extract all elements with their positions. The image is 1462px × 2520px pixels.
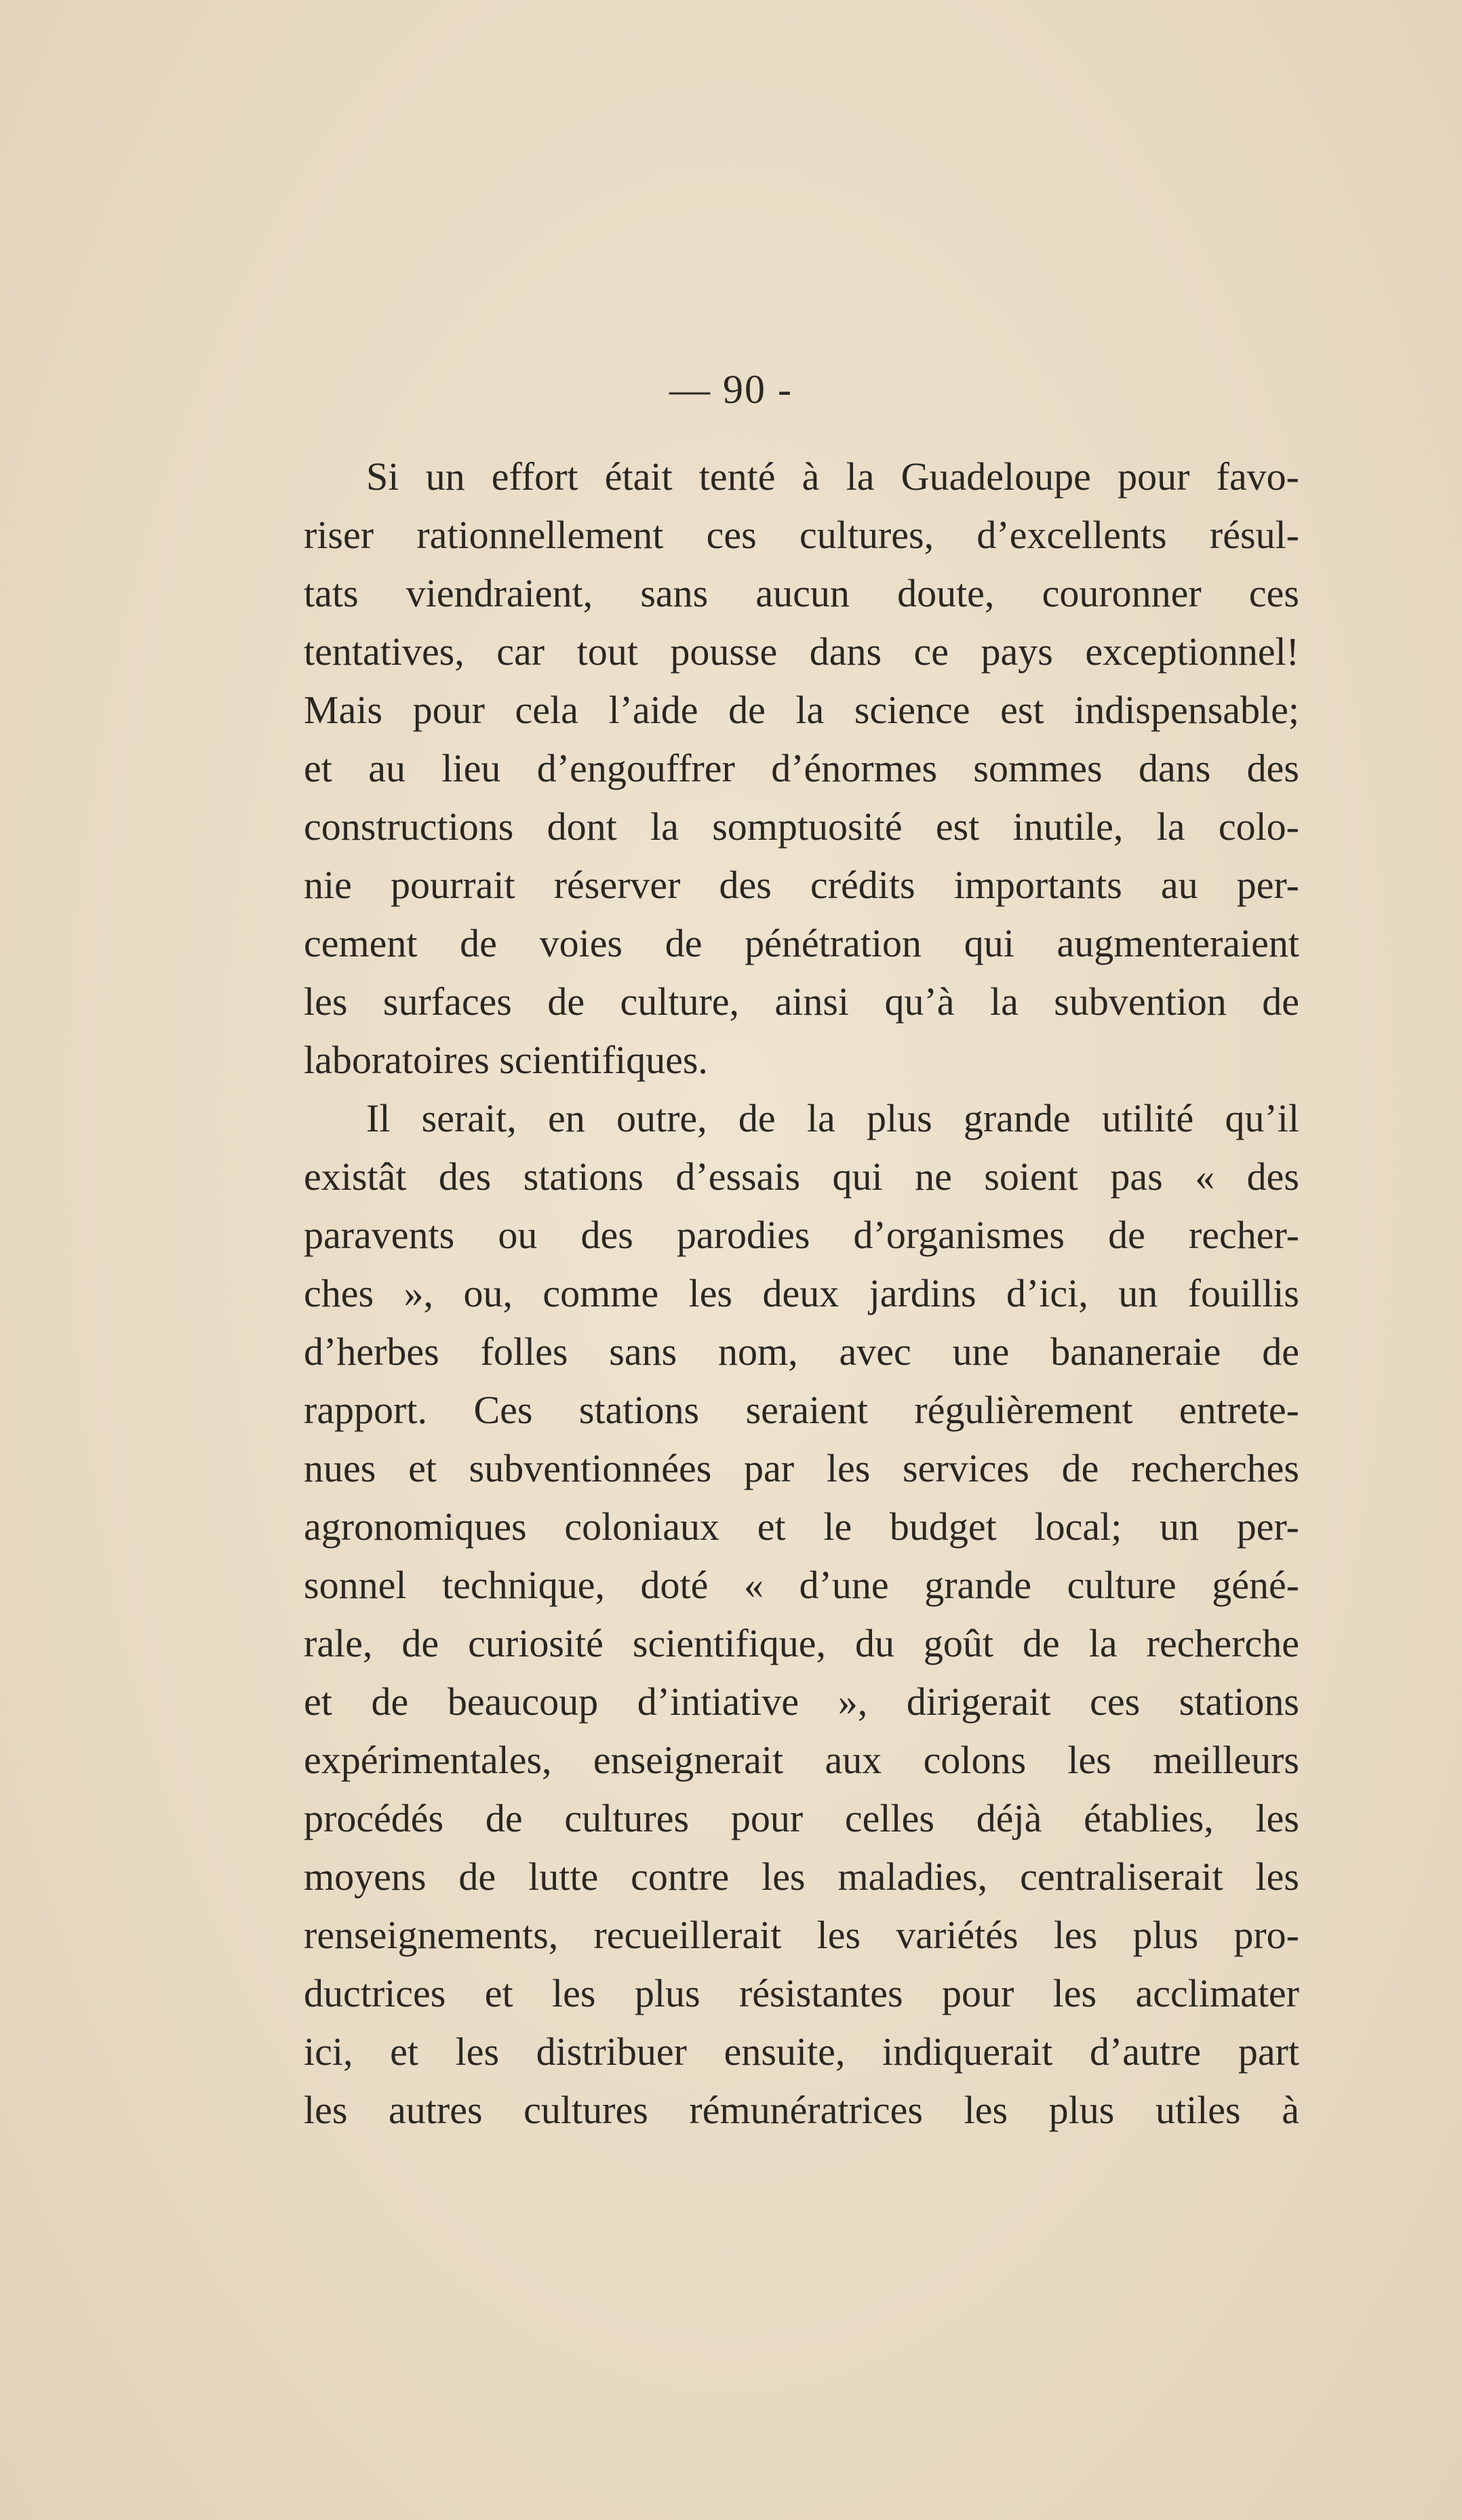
text-line: procédés de cultures pour celles déjà établies, les bbox=[304, 1796, 1299, 1840]
text-line: rale, de curiosité scientifique, du goût de la recherche bbox=[304, 1621, 1299, 1665]
body-text bbox=[304, 448, 1299, 2139]
text-line: et de beaucoup d’intiative », dirigerait ces stations bbox=[304, 1680, 1299, 1724]
text-line: expérimentales, enseignerait aux colons les meilleurs bbox=[304, 1738, 1299, 1782]
text-line: les autres cultures rémunératrices les plus utiles à bbox=[304, 2088, 1299, 2132]
text-line: laboratoires scientifiques. bbox=[304, 1038, 708, 1082]
text-line: d’herbes folles sans nom, avec une bananeraie de bbox=[304, 1330, 1299, 1374]
text-line: tentatives, car tout pousse dans ce pays exceptionnel! bbox=[304, 629, 1299, 674]
text-line: Si un effort était tenté à la Guadeloupe pour favo- bbox=[366, 454, 1299, 499]
text-line: renseignements, recueillerait les variétés les plus pro- bbox=[304, 1913, 1299, 1957]
text-line: sonnel technique, doté « d’une grande culture géné- bbox=[304, 1563, 1299, 1607]
text-line: Mais pour cela l’aide de la science est indispensable; bbox=[304, 688, 1299, 732]
text-line: paravents ou des parodies d’organismes de recher- bbox=[304, 1213, 1299, 1257]
text-line: ches », ou, comme les deux jardins d’ici, un fouillis bbox=[304, 1271, 1299, 1315]
text-line: tats viendraient, sans aucun doute, couronner ces bbox=[304, 571, 1299, 615]
text-line: nues et subventionnées par les services de recherches bbox=[304, 1446, 1299, 1490]
text-line: nie pourrait réserver des crédits importants au per- bbox=[304, 863, 1299, 907]
page-number: — 90 - bbox=[669, 367, 793, 412]
text-line: ductrices et les plus résistantes pour les acclimater bbox=[304, 1971, 1299, 2015]
text-line: rapport. Ces stations seraient régulièrement entrete- bbox=[304, 1388, 1299, 1432]
text-line: existât des stations d’essais qui ne soient pas « des bbox=[304, 1155, 1299, 1199]
text-line: ici, et les distribuer ensuite, indiquerait d’autre part bbox=[304, 2030, 1299, 2074]
text-line: et au lieu d’engouffrer d’énormes sommes dans des bbox=[304, 746, 1299, 790]
text-line: Il serait, en outre, de la plus grande utilité qu’il bbox=[366, 1096, 1299, 1140]
text-line: les surfaces de culture, ainsi qu’à la subvention de bbox=[304, 980, 1299, 1024]
text-line: agronomiques coloniaux et le budget local; un per- bbox=[304, 1505, 1299, 1549]
text-line: moyens de lutte contre les maladies, centraliserait les bbox=[304, 1855, 1299, 1899]
text-line: riser rationnellement ces cultures, d’excellents résul- bbox=[304, 513, 1299, 557]
text-line: constructions dont la somptuosité est inutile, la colo- bbox=[304, 805, 1299, 849]
text-line: cement de voies de pénétration qui augmenteraient bbox=[304, 921, 1299, 965]
